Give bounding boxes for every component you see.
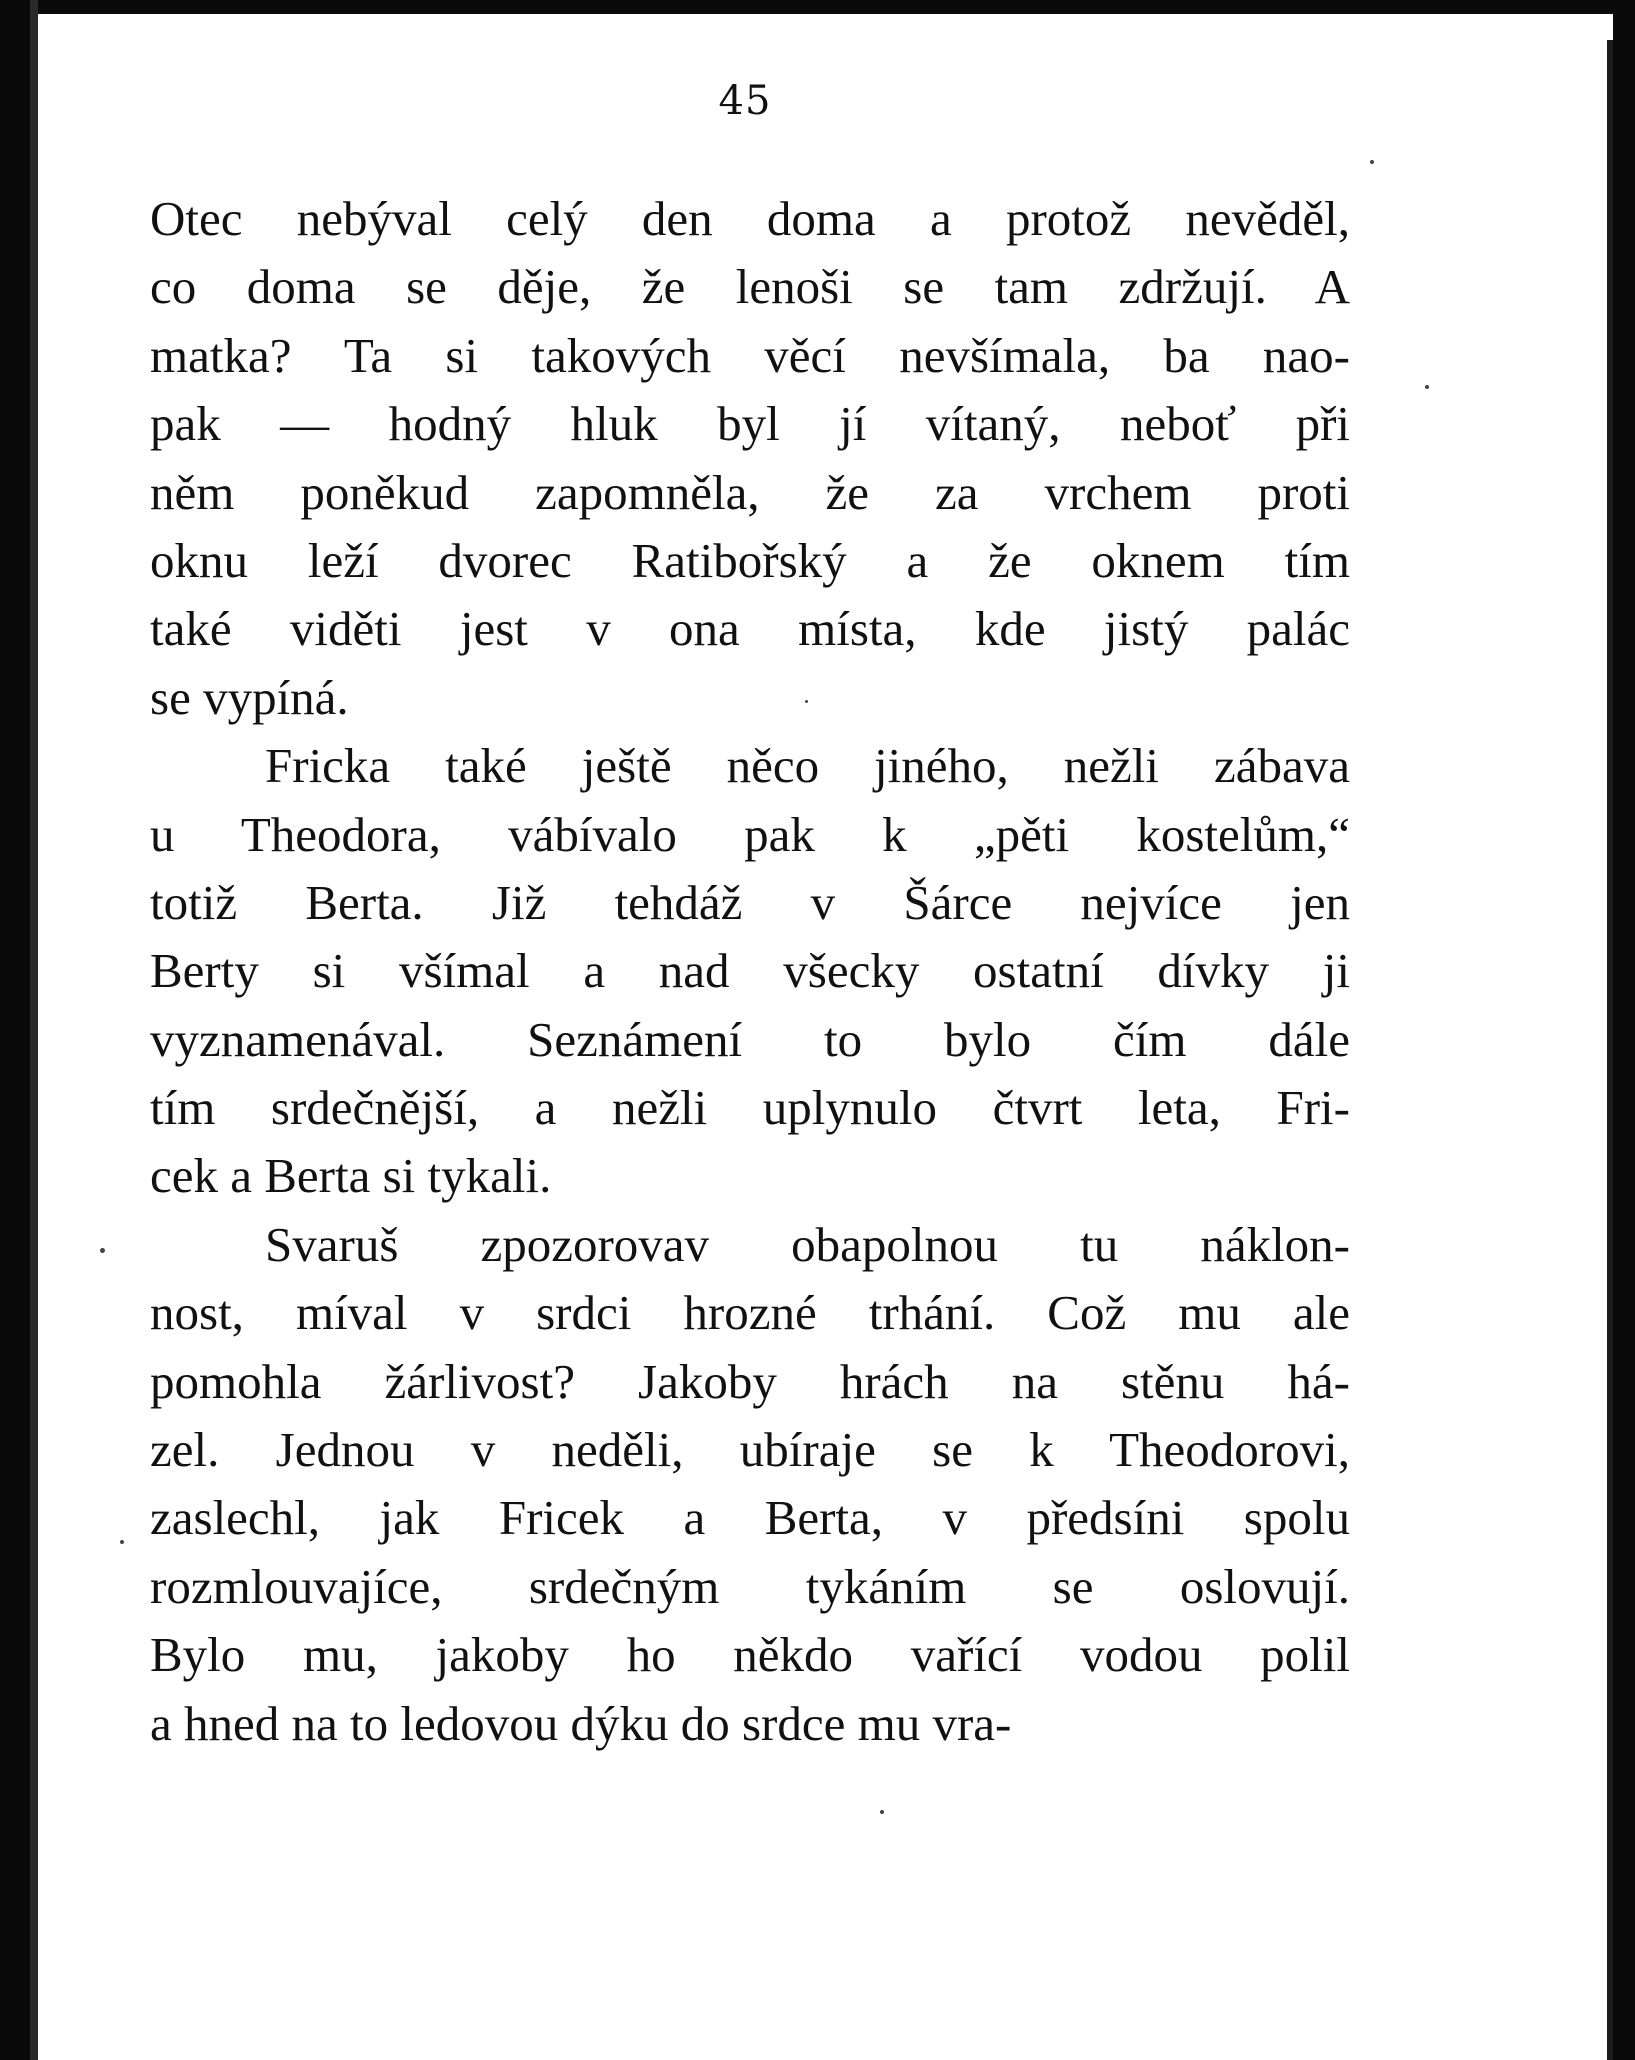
scan-border-right <box>1613 0 1635 2060</box>
scan-speck <box>1425 385 1429 389</box>
page-number: 45 <box>718 78 772 124</box>
body-text <box>150 185 1350 1758</box>
text-line: zel. Jednou v neděli, ubíraje se k Theodorovi, <box>150 1422 1350 1478</box>
text-line: Svaruš zpozorovav obapolnou tu náklon- <box>265 1216 1350 1272</box>
scan-border-right-inner <box>1607 40 1613 2060</box>
text-line: Berty si všímal a nad všecky ostatní dívky ji <box>150 943 1350 999</box>
text-line: pomohla žárlivost? Jakoby hrách na stěnu há- <box>150 1353 1350 1409</box>
text-line: nost, míval v srdci hrozné trhání. Což mu ale <box>150 1285 1350 1341</box>
scan-border-left <box>0 0 30 2060</box>
text-line: vyznamenával. Seznámení to bylo čím dále <box>150 1011 1350 1067</box>
text-line: matka? Ta si takových věcí nevšímala, ba nao- <box>150 327 1350 383</box>
text-line: co doma se děje, že lenoši se tam zdržují. A <box>150 259 1350 315</box>
scan-speck <box>100 1248 105 1253</box>
text-line: se vypíná. <box>150 669 349 725</box>
scan-speck <box>805 700 808 703</box>
text-line: Fricka také ještě něco jiného, nežli zábava <box>265 738 1350 794</box>
scan-border-left-inner <box>30 0 38 2060</box>
text-line: cek a Berta si tykali. <box>150 1148 552 1204</box>
scan-speck <box>880 1810 884 1814</box>
text-line: a hned na to ledovou dýku do srdce mu vra- <box>150 1695 1012 1751</box>
text-line: rozmlouvajíce, srdečným tykáním se oslovují. <box>150 1558 1350 1614</box>
text-line: také viděti jest v ona místa, kde jistý palác <box>150 601 1350 657</box>
scan-border-top <box>0 0 1635 14</box>
text-line: totiž Berta. Již tehdáž v Šárce nejvíce jen <box>150 874 1350 930</box>
text-line: tím srdečnější, a nežli uplynulo čtvrt leta, Fri- <box>150 1080 1350 1136</box>
scan-speck <box>120 1540 124 1544</box>
text-line: zaslechl, jak Fricek a Berta, v předsíni spolu <box>150 1490 1350 1546</box>
text-line: oknu leží dvorec Ratibořský a že oknem tím <box>150 532 1350 588</box>
text-line: u Theodora, vábívalo pak k „pěti kostelům,“ <box>150 806 1350 862</box>
text-line: Bylo mu, jakoby ho někdo vařící vodou polil <box>150 1627 1350 1683</box>
scan-speck <box>1370 160 1374 164</box>
text-line: něm poněkud zapomněla, že za vrchem proti <box>150 464 1350 520</box>
text-line: pak — hodný hluk byl jí vítaný, neboť při <box>150 396 1350 452</box>
text-line: Otec nebýval celý den doma a protož nevěděl, <box>150 191 1350 246</box>
